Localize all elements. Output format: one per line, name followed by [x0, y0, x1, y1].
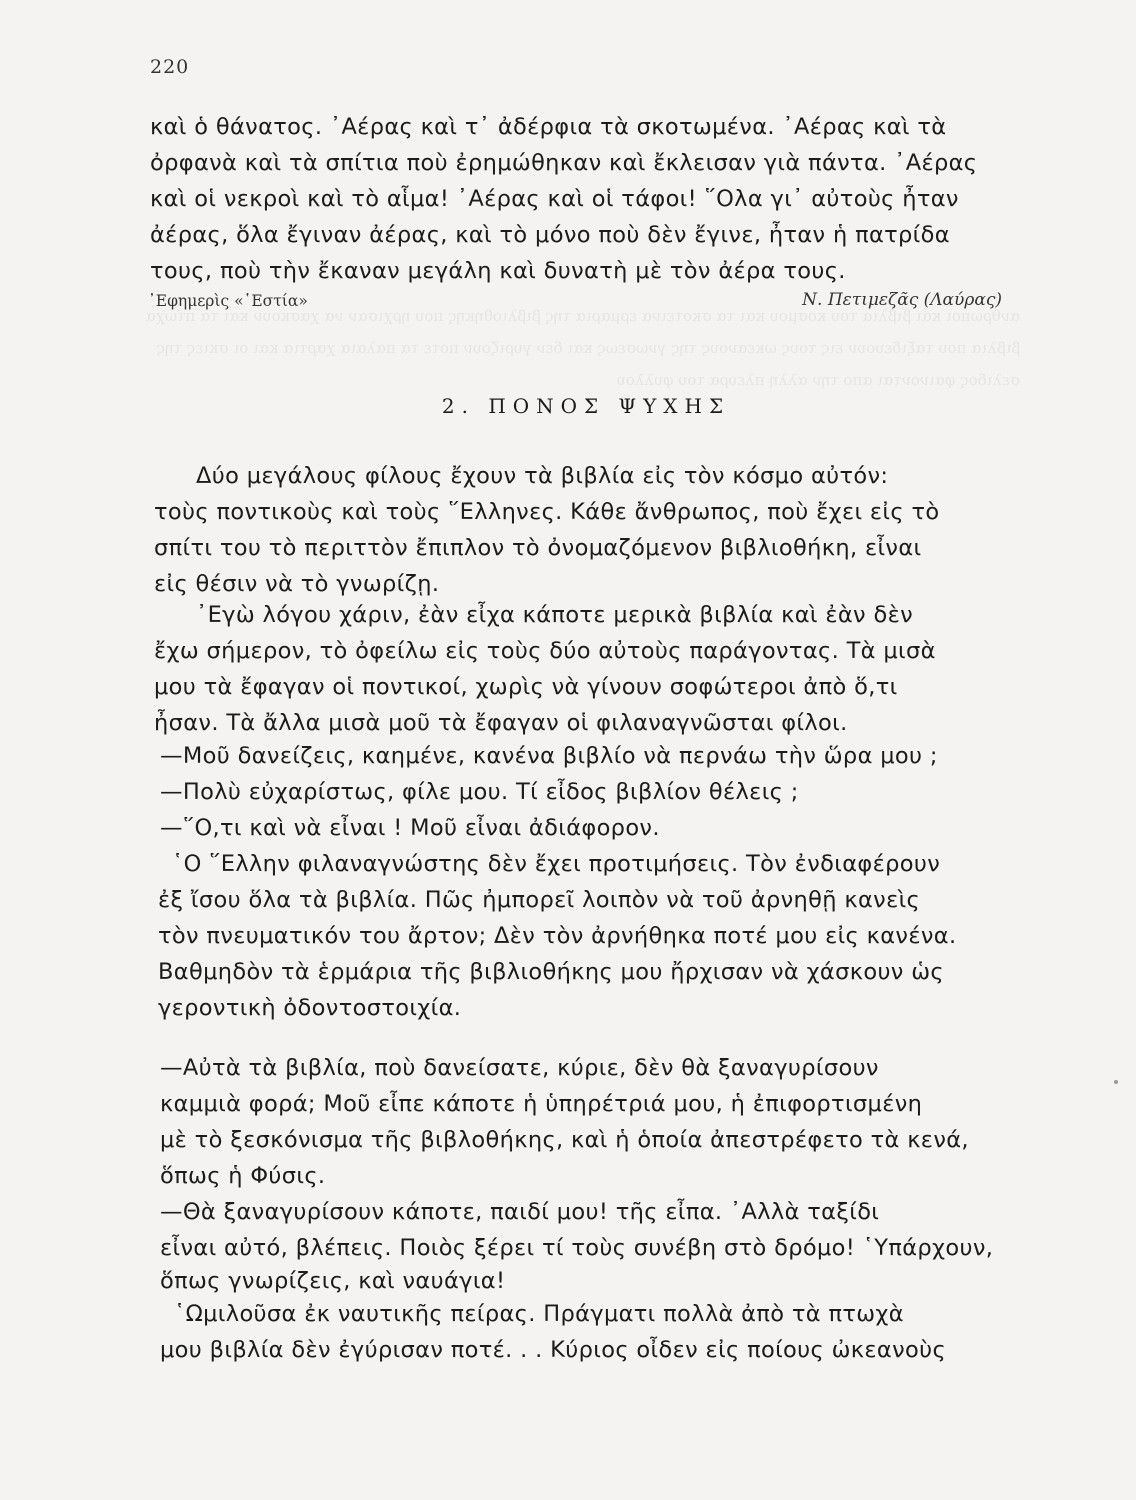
text-line: εἰς θέσιν νὰ τὸ γνωρίζῃ.	[154, 571, 440, 597]
text-line: εἶναι αὐτό, βλέπεις. Ποιὸς ξέρει τί τοὺς συνέβη στὸ δρόμο! ῾Υπάρχουν,	[160, 1235, 994, 1261]
section-heading: 2. ΠΟΝΟΣ ΨΥΧΗΣ	[441, 394, 731, 418]
text-line: Δύο μεγάλους φίλους ἔχουν τὰ βιβλία εἰς τὸν κόσμο αὐτόν:	[196, 463, 889, 489]
text-line: ῾Ωμιλοῦσα ἐκ ναυτικῆς πείρας. Πράγματι πολλὰ ἀπὸ τὰ πτωχὰ	[174, 1301, 904, 1327]
text-line: ὀρφανὰ καὶ τὰ σπίτια ποὺ ἐρημώθηκαν καὶ ἔκλεισαν γιὰ πάντα. ᾿Αέρας	[150, 150, 978, 176]
text-line: τοὺς ποντικοὺς καὶ τοὺς ῞Ελληνες. Κάθε ἄνθρωπος, ποὺ ἔχει εἰς τὸ	[154, 499, 940, 525]
text-line: γεροντικὴ ὀδοντοστοιχία.	[158, 995, 462, 1021]
text-line: ὅπως ἡ Φύσις.	[160, 1163, 326, 1189]
text-line: ἐξ ἴσου ὅλα τὰ βιβλία. Πῶς ἠμπορεῖ λοιπὸν νὰ τοῦ ἀρνηθῇ κανεὶς	[158, 887, 921, 913]
source-citation: ᾿Εφημερὶς «῾Εστία»	[148, 292, 308, 310]
text-line: —Αὐτὰ τὰ βιβλία, ποὺ δανείσατε, κύριε, δὲν θὰ ξαναγυρίσουν	[160, 1055, 879, 1081]
text-line: ἦσαν. Τὰ ἄλλα μισὰ μοῦ τὰ ἔφαγαν οἱ φιλαναγνῶσται φίλοι.	[154, 710, 848, 736]
text-line: ὅπως γνωρίζεις, καὶ ναυάγια!	[160, 1268, 506, 1294]
text-line: σπίτι του τὸ περιττὸν ἔπιπλον τὸ ὀνομαζόμενον βιβλιοθήκη, εἶναι	[154, 535, 922, 561]
text-line: τους, ποὺ τὴν ἔκαναν μεγάλη καὶ δυνατὴ μὲ τὸν ἀέρα τους.	[150, 258, 846, 284]
text-line: καμμιὰ φορά; Μοῦ εἶπε κάποτε ἡ ὑπηρέτριά μου, ἡ ἐπιφορτισμένη	[160, 1091, 923, 1117]
text-line: τὸν πνευματικόν του ἄρτον; Δὲν τὸν ἀρνήθηκα ποτέ μου εἰς κανένα.	[158, 923, 957, 949]
text-line: ἀέρας, ὅλα ἔγιναν ἀέρας, καὶ τὸ μόνο ποὺ δὲν ἔγινε, ἦταν ἡ πατρίδα	[150, 222, 950, 248]
text-line: μου τὰ ἔφαγαν οἱ ποντικοί, χωρὶς νὰ γίνουν σοφώτεροι ἀπὸ ὅ,τι	[154, 674, 898, 700]
author-attribution: Ν. Πετιμεζᾶς (Λαύρας)	[802, 290, 1002, 310]
text-line: ἔχω σήμερον, τὸ ὀφείλω εἰς τοὺς δύο αὐτοὺς παράγοντας. Τὰ μισὰ	[154, 638, 936, 664]
text-line: μὲ τὸ ξεσκόνισμα τῆς βιβλοθήκης, καὶ ἡ ὁποία ἀπεστρέφετο τὰ κενά,	[160, 1127, 969, 1153]
text-line: καὶ οἱ νεκροὶ καὶ τὸ αἷμα! ᾿Αέρας καὶ οἱ τάφοι! ῞Ολα γι᾿ αὐτοὺς ἦταν	[150, 186, 959, 212]
text-line: καὶ ὁ θάνατος. ᾿Αέρας καὶ τ᾿ ἀδέρφια τὰ σκοτωμένα. ᾿Αέρας καὶ τὰ	[150, 114, 947, 140]
text-line: ῾Ο ῞Ελλην φιλαναγνώστης δὲν ἔχει προτιμήσεις. Τὸν ἐνδιαφέρουν	[172, 851, 941, 877]
text-line: —Πολὺ εὐχαρίστως, φίλε μου. Τί εἶδος βιβλίον θέλεις ;	[160, 779, 799, 805]
text-line: ᾿Εγὼ λόγου χάριν, ἐὰν εἶχα κάποτε μερικὰ βιβλία καὶ ἐὰν δὲν	[196, 602, 914, 628]
paper-speck	[1114, 1080, 1118, 1084]
bleed-through-text: ανθρωποι και βιβλια του κοσμου και τα σκοτεινα ερμαρια της βιβλιοθηκης που ηρχισαν να χασκουν και τα πτωχα βιβλια που ταξιδευουν εις τους ωκεανους της γνωσεως και δεν γυριζουν ποτε τα παλαια χαρτια και οι σκιες της σελιδος φαινονται απο την αλλη πλευρα του φυλλου	[145, 307, 1020, 389]
text-line: —Μοῦ δανείζεις, καημένε, κανένα βιβλίο νὰ περνάω τὴν ὥρα μου ;	[160, 743, 938, 769]
text-line: Βαθμηδὸν τὰ ἑρμάρια τῆς βιβλιοθήκης μου ἤρχισαν νὰ χάσκουν ὡς	[158, 959, 944, 985]
page-number: 220	[150, 56, 190, 78]
text-line: —῞Ο,τι καὶ νὰ εἶναι ! Μοῦ εἶναι ἀδιάφορον.	[160, 815, 660, 841]
text-line: —Θὰ ξαναγυρίσουν κάποτε, παιδί μου! τῆς εἶπα. ᾿Αλλὰ ταξίδι	[160, 1199, 880, 1225]
text-line: μου βιβλία δὲν ἐγύρισαν ποτέ. . . Κύριος οἶδεν εἰς ποίους ὠκεανοὺς	[160, 1337, 947, 1363]
